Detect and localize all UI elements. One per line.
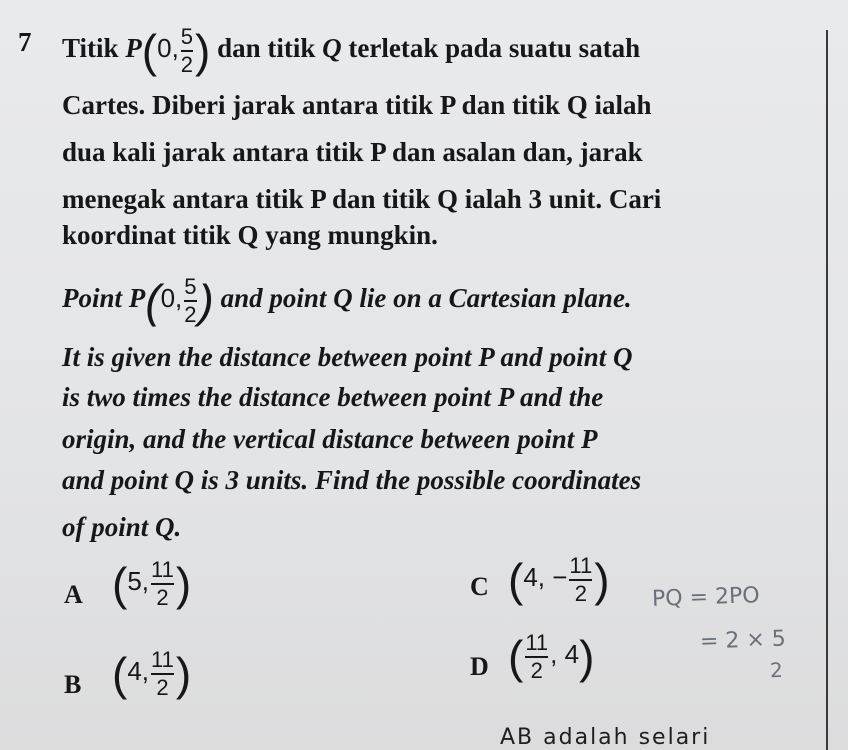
malay-text: dan titik <box>210 33 323 64</box>
option-a-x: 5, <box>127 565 150 596</box>
cut-off-bottom-text: AB adalah selari <box>500 725 711 750</box>
handwritten-note-pq: PQ = 2PO <box>651 583 760 612</box>
option-a-value <box>112 559 191 609</box>
option-d-y: , 4 <box>550 638 580 669</box>
fraction-denominator: 2 <box>574 581 587 606</box>
coord-x: 0, <box>160 283 183 314</box>
paren-open: ( <box>508 554 524 606</box>
english-line-1 <box>62 276 632 326</box>
paren-open: ( <box>145 275 161 327</box>
paren-open: ( <box>508 631 524 683</box>
fraction-numerator: 11 <box>525 630 549 655</box>
option-c-value <box>508 555 610 605</box>
fraction-y <box>181 26 193 76</box>
malay-line-1 <box>62 26 640 76</box>
english-text: and point Q lie on a Cartesian plane. <box>213 283 632 314</box>
point-q-label: Q <box>322 33 342 64</box>
fraction-denominator: 2 <box>156 585 169 610</box>
fraction-numerator: 5 <box>184 274 197 299</box>
paren-open: ( <box>141 25 158 77</box>
question-number: 7 <box>18 27 32 57</box>
english-text: Point <box>62 283 129 314</box>
option-d-value <box>508 632 594 682</box>
paren-open: ( <box>112 648 128 700</box>
fraction-numerator: 11 <box>151 557 174 582</box>
english-line-6: of point Q. <box>62 512 182 542</box>
option-b-letter: B <box>64 670 82 699</box>
english-line-2: It is given the distance between point P and point Q <box>62 342 633 372</box>
handwritten-note-times: = 2 × 5 <box>699 626 787 655</box>
coord-x: 0, <box>157 33 179 64</box>
malay-line-5: koordinat titik Q yang mungkin. <box>62 220 438 250</box>
malay-line-2: Cartes. Diberi jarak antara titik P dan titik Q ialah <box>62 90 652 120</box>
point-p-label: P <box>125 33 142 64</box>
fraction-numerator: 5 <box>180 24 194 49</box>
option-b-fraction <box>151 649 174 699</box>
malay-text: Titik <box>62 33 126 64</box>
paren-close: ) <box>195 25 211 77</box>
paren-close: ) <box>175 648 192 700</box>
fraction-denominator: 2 <box>530 658 543 683</box>
option-a-fraction <box>151 559 174 609</box>
malay-line-3: dua kali jarak antara titik P dan asalan dan, jarak <box>62 137 643 167</box>
option-a-letter: A <box>64 580 83 609</box>
option-b-x: 4, <box>127 655 150 686</box>
malay-line-4: menegak antara titik P dan titik Q ialah 3 unit. Cari <box>62 184 662 214</box>
malay-text: terletak pada suatu satah <box>341 33 641 64</box>
paren-close: ) <box>198 275 214 327</box>
fraction-denominator: 2 <box>184 302 197 327</box>
fraction-numerator: 11 <box>569 553 593 578</box>
handwritten-note-denominator: 2 <box>769 657 784 683</box>
paren-close: ) <box>594 554 610 606</box>
paren-close: ) <box>579 631 595 683</box>
page-margin-rule <box>826 30 828 750</box>
fraction-y <box>184 276 196 326</box>
english-line-4: origin, and the vertical distance between point P <box>62 424 598 454</box>
point-p-label: P <box>128 283 146 314</box>
option-c-letter: C <box>470 572 489 601</box>
fraction-numerator: 11 <box>151 647 174 672</box>
english-line-3: is two times the distance between point P and the <box>62 382 604 412</box>
option-c-fraction <box>569 555 592 605</box>
option-c-x: 4, − <box>523 561 568 592</box>
fraction-denominator: 2 <box>156 675 169 700</box>
option-d-fraction <box>525 632 548 682</box>
paren-close: ) <box>175 558 192 610</box>
paren-open: ( <box>112 558 128 610</box>
fraction-denominator: 2 <box>180 52 194 77</box>
option-b-value <box>112 649 191 699</box>
english-line-5: and point Q is 3 units. Find the possible coordinates <box>62 465 642 495</box>
option-d-letter: D <box>470 652 489 681</box>
